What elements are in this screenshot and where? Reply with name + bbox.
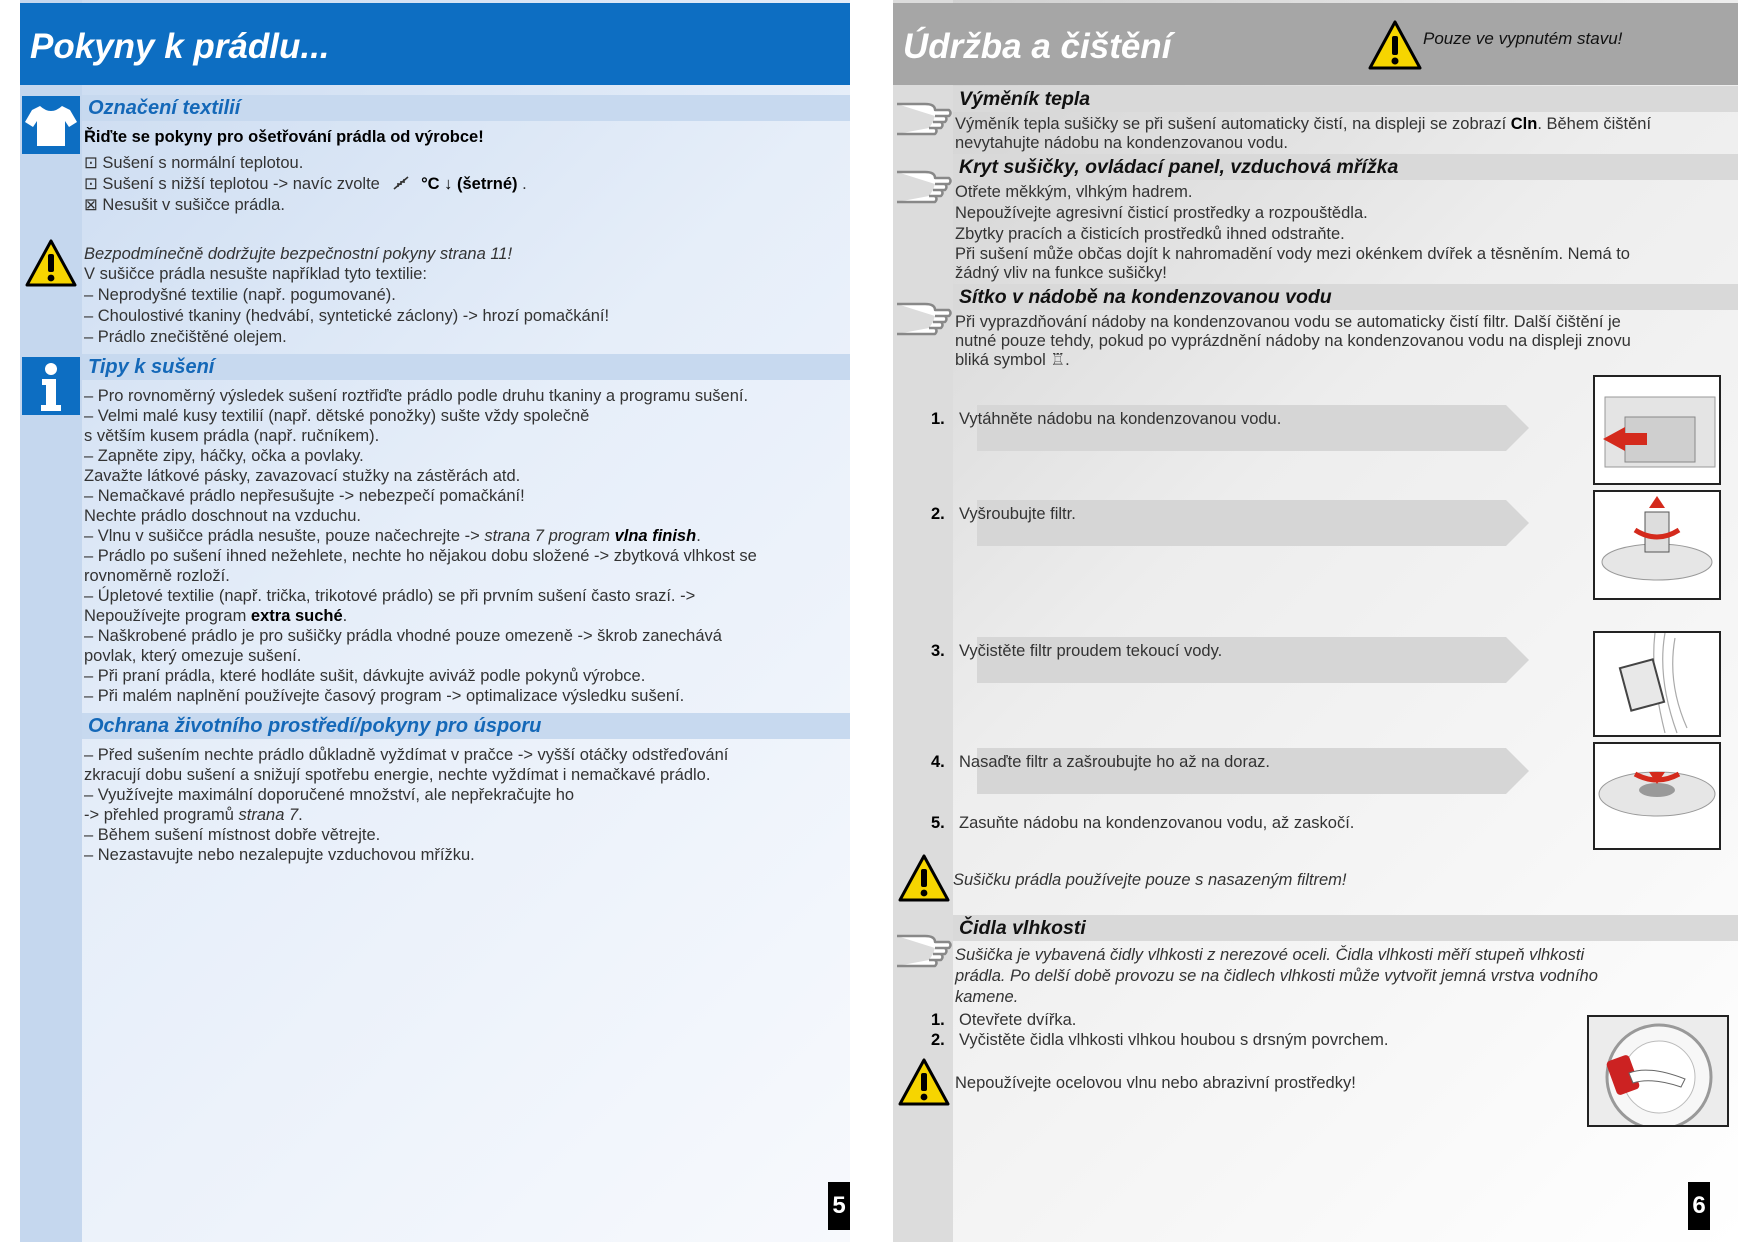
safety-item: – Choulostivé tkaniny (hedvábí, syntetické záclony) -> hrozí pomačkání!	[84, 307, 610, 325]
step-number: 2.	[931, 1031, 945, 1049]
tip-line: s větším kusem prádla (např. ručníkem).	[84, 427, 380, 445]
cover-line: Zbytky pracích a čisticích prostředků ihned odstraňte.	[955, 225, 1345, 243]
step-number: 1.	[931, 1011, 945, 1029]
step-number: 5.	[931, 814, 945, 832]
illustration-rinse-filter	[1593, 631, 1721, 737]
illustration-clean-sensors	[1587, 1015, 1729, 1127]
hand-icon	[895, 156, 953, 210]
safety-warning-line: Bezpodmínečně dodržujte bezpečnostní pokyny strana 11!	[84, 245, 513, 263]
heat-exchanger-line	[955, 114, 1651, 134]
tip-line: – Zapněte zipy, háčky, očka a povlaky.	[84, 447, 364, 465]
low-temp-end: .	[522, 175, 527, 193]
symbol-normal-temp	[84, 153, 303, 173]
section-heading-filter: Sítko v nádobě na kondenzovanou vodu	[953, 284, 1738, 310]
cover-line: Otřete měkkým, vlhkým hadrem.	[955, 183, 1193, 201]
tip-line: – Nemačkavé prádlo nepřesušujte -> nebezpečí pomačkání!	[84, 487, 525, 505]
section-heading-textile: Označení textilií	[82, 95, 850, 121]
sensor-step	[931, 1010, 1076, 1030]
wool-end: .	[696, 527, 701, 545]
right-page	[893, 0, 1738, 1242]
warning-icon	[897, 1057, 951, 1107]
symbol-glyph: ⊡	[84, 175, 98, 193]
illustration-insert-filter	[1593, 742, 1721, 850]
page-number-right: 6	[1688, 1182, 1710, 1230]
tip-line: – Při malém naplnění používejte časový program -> optimalizace výsledku sušení.	[84, 687, 685, 705]
filter-step	[931, 752, 1270, 772]
hand-icon	[895, 88, 953, 142]
sensor-step	[931, 1030, 1389, 1050]
step-number: 4.	[931, 753, 945, 771]
tip-line-wool	[84, 526, 701, 546]
tip-line: – Velmi malé kusy textilií (např. dětské ponožky) sušte vždy společně	[84, 407, 590, 425]
symbol-glyph: ⊡	[84, 154, 98, 172]
step-number: 3.	[931, 642, 945, 660]
right-page-title: Údržba a čištění	[903, 27, 1172, 66]
eco-line: zkracují dobu sušení a snižují spotřebu energie, nechte vyždímat i nemačkavé prádlo.	[84, 766, 711, 784]
cover-line: žádný vliv na funkce sušičky!	[955, 264, 1167, 282]
right-page-header	[893, 3, 1738, 85]
step-text: Otevřete dvířka.	[959, 1011, 1077, 1029]
eco-ref-end: .	[298, 806, 303, 824]
safety-intro: V sušičce prádla nesušte například tyto textilie:	[84, 265, 428, 283]
sensors-intro-line: kamene.	[955, 988, 1019, 1006]
hand-icon	[895, 920, 953, 974]
eco-ref-page: strana 7	[238, 806, 299, 824]
step-number: 1.	[931, 410, 945, 428]
step-text: Vyčistěte čidla vlhkosti vlhkou houbou s drsným povrchem.	[959, 1031, 1389, 1049]
eco-line-reference	[84, 805, 303, 825]
step-number: 2.	[931, 505, 945, 523]
eco-line: – Během sušení místnost dobře větrejte.	[84, 826, 381, 844]
filter-step	[931, 504, 1076, 524]
step-text: Zasuňte nádobu na kondenzovanou vodu, až zaskočí.	[959, 814, 1355, 832]
section-heading-environment: Ochrana životního prostředí/pokyny pro úsporu	[82, 713, 850, 739]
warning-icon	[1367, 19, 1423, 71]
eco-line: – Před sušením nechte prádlo důkladně vyždímat v pračce -> vyšší otáčky odstřeďování	[84, 746, 729, 764]
step-text: Nasaďte filtr a zašroubujte ho až na doraz.	[959, 753, 1270, 771]
heat-exchanger-line: nevytahujte nádobu na kondenzovanou vodu.	[955, 134, 1289, 152]
wool-program: vlna finish	[614, 527, 697, 545]
filter-line: Při vyprazdňování nádoby na kondenzovanou vodu se automaticky čistí filtr. Další čištění je	[955, 313, 1621, 331]
eco-line: – Využívejte maximální doporučené množství, ale nepřekračujte ho	[84, 786, 575, 804]
filter-line: bliká symbol ♖.	[955, 351, 1070, 369]
step-text: Vytáhněte nádobu na kondenzovanou vodu.	[959, 410, 1282, 428]
wool-reference: strana 7 program	[484, 527, 615, 545]
extra-end: .	[342, 607, 348, 625]
heat-exchanger-text-end: . Během čištění	[1537, 115, 1652, 133]
care-label-instruction: Řiďte se pokyny pro ošetřování prádla od výrobce!	[84, 128, 484, 146]
cover-line: Při sušení může občas dojít k nahromadění vody mezi okénkem dvířek a těsněním. Nemá to	[955, 245, 1630, 263]
extra-text: Nepoužívejte program	[84, 607, 251, 625]
sensors-warning: Nepoužívejte ocelovou vlnu nebo abrazivní prostředky!	[955, 1074, 1356, 1092]
display-code: Cln	[1510, 115, 1538, 133]
low-temp-option: °C ↓ (šetrné)	[421, 175, 518, 193]
filter-step	[931, 813, 1354, 833]
tip-line: – Naškrobené prádlo je pro sušičky prádla vhodné pouze omezeně -> škrob zanechává	[84, 627, 722, 645]
left-sidebar	[20, 0, 82, 1242]
left-page-header	[20, 3, 850, 85]
feather-icon	[392, 175, 412, 191]
info-icon	[22, 357, 80, 415]
tshirt-icon	[22, 96, 80, 154]
symbol-text: Sušení s nižší teplotou -> navíc zvolte	[102, 175, 380, 193]
step-text: Vyčistěte filtr proudem tekoucí vody.	[959, 642, 1223, 660]
left-page-title: Pokyny k prádlu...	[30, 27, 330, 66]
filter-step	[931, 641, 1222, 661]
symbol-text: Nesušit v sušičce prádla.	[102, 196, 285, 214]
illustration-pull-container	[1593, 375, 1721, 485]
wool-text: – Vlnu v sušičce prádla nesušte, pouze načechrejte ->	[84, 527, 485, 545]
tip-line: – Pro rovnoměrný výsledek sušení roztřiďte prádlo podle druhu tkaniny a programu sušení.	[84, 387, 749, 405]
warning-icon	[24, 238, 78, 288]
tip-line: – Prádlo po sušení ihned nežehlete, nechte ho nějakou dobu složené -> zbytková vlhkost se	[84, 547, 757, 565]
section-heading-heat-exchanger: Výměník tepla	[953, 86, 1738, 112]
symbol-no-dry	[84, 195, 285, 215]
sensors-intro-line: Sušička je vybavená čidly vlhkosti z nerezové oceli. Čidla vlhkosti měří stupeň vlhkosti	[955, 946, 1585, 964]
filter-step	[931, 409, 1281, 429]
tip-line: Nechte prádlo doschnout na vzduchu.	[84, 507, 362, 525]
filter-line: nutné pouze tehdy, pokud po vyprázdnění nádoby na kondenzovanou vodu na displeji znovu	[955, 332, 1631, 350]
section-heading-cover: Kryt sušičky, ovládací panel, vzduchová mřížka	[953, 154, 1738, 180]
power-off-note: Pouze ve vypnutém stavu!	[1423, 29, 1623, 48]
step-text: Vyšroubujte filtr.	[959, 505, 1076, 523]
illustration-unscrew-filter	[1593, 490, 1721, 600]
page-number-left: 5	[828, 1182, 850, 1230]
eco-ref-text: -> přehled programů	[84, 806, 239, 824]
cover-line: Nepoužívejte agresivní čisticí prostředky a rozpouštědla.	[955, 204, 1368, 222]
tip-line: – Úpletové textilie (např. trička, trikotové prádlo) se při prvním sušení často srazí. ->	[84, 587, 696, 605]
symbol-low-temp	[84, 174, 527, 194]
section-heading-sensors: Čidla vlhkosti	[953, 915, 1738, 941]
warning-icon	[897, 853, 951, 903]
sensors-intro-line: prádla. Po delší době provozu se na čidlech vlhkosti může vytvořit jemná vrstva vodního	[955, 967, 1598, 985]
extra-program: extra suché	[250, 607, 343, 625]
filter-warning: Sušičku prádla používejte pouze s nasazeným filtrem!	[953, 871, 1347, 889]
tip-line: povlak, který omezuje sušení.	[84, 647, 302, 665]
section-heading-tips: Tipy k sušení	[82, 354, 850, 380]
tip-line-extra	[84, 606, 347, 626]
tip-line: Zavažte látkové pásky, zavazovací stužky na zástěrách atd.	[84, 467, 521, 485]
safety-item: – Prádlo znečištěné olejem.	[84, 328, 287, 346]
left-page	[20, 0, 850, 1242]
symbol-glyph: ⊠	[84, 196, 98, 214]
tip-line: – Při praní prádla, které hodláte sušit, dávkujte aviváž podle pokynů výrobce.	[84, 667, 646, 685]
safety-item: – Neprodyšné textilie (např. pogumované).	[84, 286, 396, 304]
hand-icon	[895, 288, 953, 342]
heat-exchanger-text: Výměník tepla sušičky se při sušení automaticky čistí, na displeji se zobrazí	[955, 115, 1511, 133]
tip-line: rovnoměrně rozloží.	[84, 567, 230, 585]
eco-line: – Nezastavujte nebo nezalepujte vzduchovou mřížku.	[84, 846, 475, 864]
symbol-text: Sušení s normální teplotou.	[102, 154, 304, 172]
